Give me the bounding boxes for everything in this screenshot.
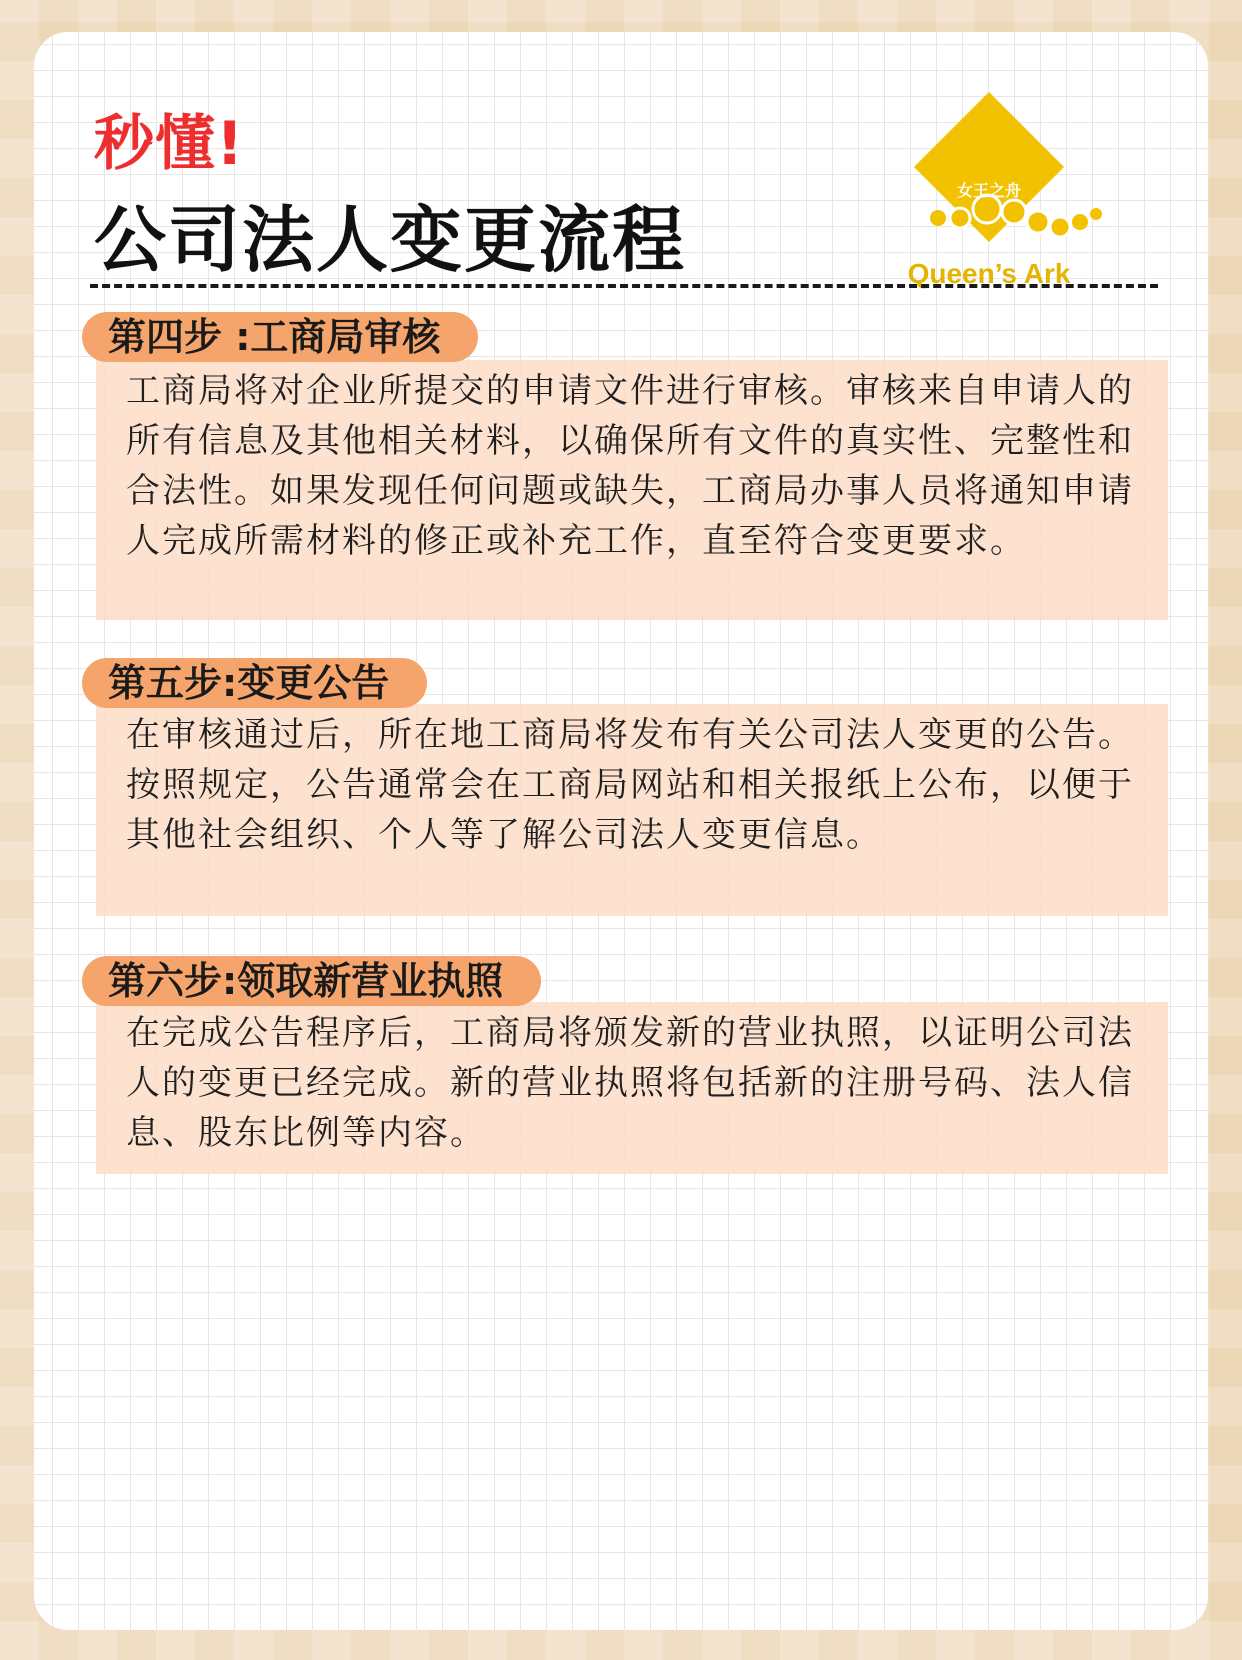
page-title: 公司法人变更流程 [94,198,687,282]
step-six-heading: 第六步:领取新营业执照 [82,956,541,1006]
queens-ark-logo [884,62,1124,302]
step-four-body: 工商局将对企业所提交的申请文件进行审核。审核来自申请人的所有信息及其他相关材料，以确保所有文件的真实性、完整性和合法性。如果发现任何问题或缺失，工商局办事人员将通知申请人完成所需材料的修正或补充工作，直至符合变更要求。 [126,371,1134,561]
step-four-box [96,360,1168,620]
step-five-body: 在审核通过后，所在地工商局将发布有关公司法人变更的公告。按照规定，公告通常会在工商局网站和相关报纸上公布，以便于其他社会组织、个人等了解公司法人变更信息。 [126,715,1134,855]
step-four-heading: 第四步 :工商局审核 [82,312,478,362]
step-six-box [96,1002,1168,1174]
logo-chinese-name: 女王之舟 [956,181,1021,200]
logo-english-name: Queen’s Ark [907,258,1071,289]
step-six-body: 在完成公告程序后，工商局将颁发新的营业执照，以证明公司法人的变更已经完成。新的营业执照将包括新的注册号码、法人信息、股东比例等内容。 [126,1013,1134,1153]
step-five-box [96,704,1168,916]
step-five-heading: 第五步:变更公告 [82,658,427,708]
dashed-divider [90,284,1158,288]
header-tag: 秒懂! [94,109,245,179]
content-card [34,32,1208,1630]
